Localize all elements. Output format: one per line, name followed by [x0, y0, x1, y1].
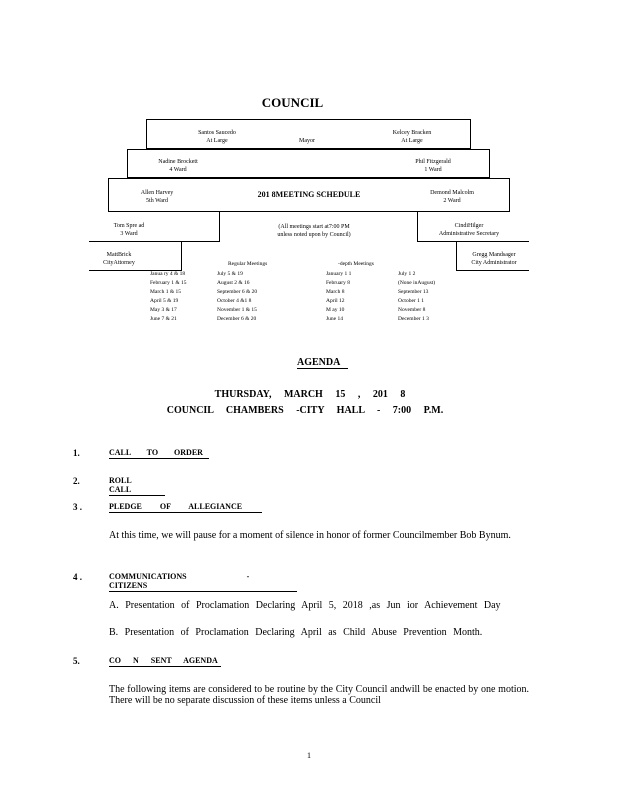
item-title: ROLL CALL: [109, 476, 165, 496]
schedule-entry: October 1 1: [398, 298, 424, 304]
page-title: COUNCIL: [261, 95, 324, 110]
communication-a: A. Presentation of Proclamation Declaring April 5, 2018 ,as Jun ior Achievement Day: [109, 600, 501, 611]
member-name: MattBrick: [106, 252, 132, 258]
page-number: 1: [307, 751, 311, 760]
schedule-col-3: [326, 270, 351, 324]
schedule-entry: July 1 2: [398, 271, 416, 277]
member-role: At Large: [206, 138, 228, 144]
schedule-col-4: [398, 270, 435, 324]
member-role: Administrative Secretary: [438, 231, 500, 237]
member-role: 4 Ward: [169, 167, 187, 173]
item-number: 5.: [73, 656, 80, 666]
item-title: COMMUNICATIONS - CITIZENS: [109, 572, 297, 592]
council-row-3: [108, 178, 510, 212]
schedule-entry: August 2 & 16: [217, 280, 250, 286]
meeting-note-2: unless noted upon by Council): [277, 232, 351, 238]
schedule-entry: December 1 3: [398, 316, 429, 322]
item-number: 1.: [73, 448, 80, 458]
council-row-4: [89, 212, 529, 242]
member-name: Tom Spre ad: [113, 223, 145, 229]
schedule-col-2: [217, 270, 257, 324]
indepth-meetings-label: -depth Meetings: [338, 261, 374, 267]
member-role: 5th Ward: [146, 198, 168, 204]
schedule-entry: April 12: [326, 298, 345, 304]
item-number: 3 .: [73, 502, 82, 512]
member-name: Phil Fitzgerald: [415, 159, 451, 165]
communication-b: B. Presentation of Proclamation Declaring April as Child Abuse Prevention Month.: [109, 627, 483, 638]
member-name: Santos Saucedo: [198, 130, 236, 136]
schedule-entry: June 7 & 21: [150, 316, 177, 322]
regular-meetings-label: Regular Meetings: [228, 261, 268, 267]
meeting-date: THURSDAY, MARCH 15 , 201 8: [214, 389, 406, 400]
meeting-location: COUNCIL CHAMBERS -CITY HALL - 7:00 P.M.: [166, 405, 444, 416]
item-title: CO N SENT AGENDA: [109, 656, 221, 667]
member-name: Kelcey Bracken: [392, 130, 432, 136]
item-number: 2.: [73, 476, 80, 486]
schedule-entry: March 8: [326, 289, 345, 295]
schedule-entry: M ay 10: [326, 307, 345, 313]
member-name: Allen Harvey: [140, 190, 174, 196]
schedule-col-1: [150, 270, 187, 324]
member-role: CityAttorney: [103, 260, 135, 266]
member-role: 2 Ward: [443, 198, 461, 204]
schedule-entry: September 13: [398, 289, 429, 295]
item-title: PLEDGE OF ALLEGIANCE: [109, 502, 262, 513]
schedule-entry: March 1 & 15: [150, 289, 182, 295]
council-row-2: [127, 149, 490, 178]
schedule-entry: February 8: [326, 280, 350, 286]
schedule-title: 201 8MEETING SCHEDULE: [257, 190, 361, 199]
schedule-entry: January 1 1: [326, 271, 352, 277]
schedule-entry: October 4 &1 8: [217, 298, 252, 304]
schedule-entry: June 14: [326, 316, 343, 322]
consent-text: The following items are considered to be routine by the City Council andwill be enacted by one motion. There will be no separate discussion of these items unless a Council: [109, 684, 529, 706]
schedule-entry: April 5 & 19: [150, 298, 179, 304]
pledge-text: At this time, we will pause for a moment of silence in honor of former Councilmember Bob Bynum.: [109, 530, 511, 541]
member-role: 1 Ward: [424, 167, 442, 173]
member-name: Demond Malcolm: [430, 190, 474, 196]
schedule-entry: November 8: [398, 307, 426, 313]
schedule-entry: (None inAugust): [398, 280, 436, 286]
council-row-1: [146, 119, 471, 149]
item-title: CALL TO ORDER: [109, 448, 209, 459]
member-role: At Large: [401, 138, 423, 144]
member-name: CindiHilger: [454, 223, 484, 229]
item-number: 4 .: [73, 572, 82, 582]
member-name: Gregg Mandsager: [472, 252, 516, 258]
schedule-entry: December 6 & 20: [217, 316, 257, 322]
schedule-entry: May 3 & 17: [150, 307, 177, 313]
schedule-entry: Janua ry 4 & 18: [150, 271, 186, 277]
mayor-label: Mayor: [299, 138, 315, 144]
agenda-heading: AGENDA: [297, 357, 348, 369]
schedule-entry: September 6 & 20: [217, 289, 258, 295]
member-role: City Administrator: [471, 260, 517, 266]
member-name: Nadine Brockett: [158, 159, 198, 165]
schedule-entry: July 5 & 19: [217, 271, 243, 277]
member-role: 3 Ward: [120, 231, 138, 237]
schedule-entry: November 1 & 15: [217, 307, 257, 313]
meeting-note-1: (All meetings start at7:00 PM: [278, 224, 350, 230]
council-row-5: [89, 241, 529, 271]
schedule-entry: February 1 & 15: [150, 280, 187, 286]
